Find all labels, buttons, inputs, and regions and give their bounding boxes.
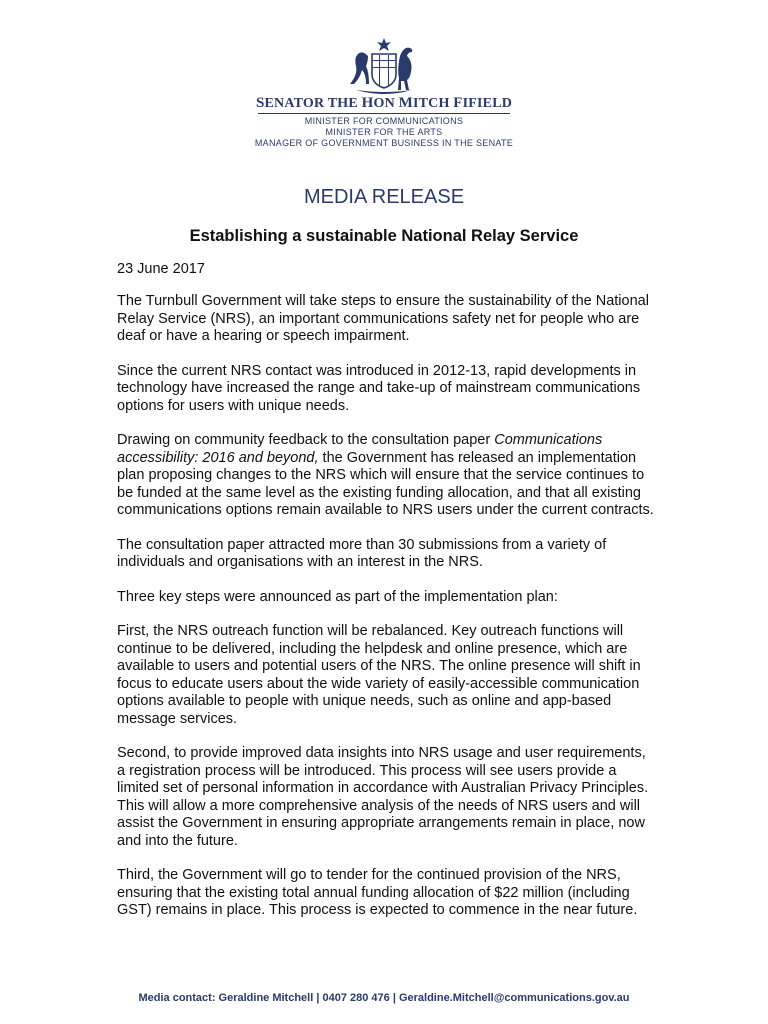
- role-senate-business: MANAGER OF GOVERNMENT BUSINESS IN THE SENATE: [254, 138, 514, 148]
- paragraph-7: Second, to provide improved data insights into NRS usage and user requirements, a registration process will be introduced. This process will see users provide a limited set of personal information in accordance with Australian Privacy Principles. This will allow a more comprehensive analysis of the needs of NRS users and will assist the Government in ensuring appropriate arrangements remain in place, now and into the future.: [117, 745, 649, 849]
- paragraph-2: Since the current NRS contact was introduced in 2012-13, rapid developments in technology have increased the range and take-up of mainstream communications options for users with unique needs.: [117, 362, 641, 414]
- paragraph-1: The Turnbull Government will take steps to ensure the sustainability of the National Relay Service (NRS), an important communications safety net for people who are deaf or have a hearing or speech impairment.: [117, 293, 649, 344]
- paragraph-4: The consultation paper attracted more than 30 submissions from a variety of individuals and organisations with an interest in the NRS.: [117, 536, 607, 570]
- release-date: 23 June 2017: [117, 261, 205, 277]
- paper-title: Communications accessibility: 2016 and beyond,: [117, 432, 603, 466]
- page-title: Establishing a sustainable National Relay Service: [189, 227, 579, 245]
- role-arts: MINISTER FOR THE ARTS: [325, 127, 443, 137]
- role-communications: MINISTER FOR COMMUNICATIONS: [304, 116, 464, 126]
- paragraph-6: First, the NRS outreach function will be rebalanced. Key outreach functions will continue to be delivered, including the helpdesk and online presence, which are available to users and potential users of the NRS. The online presence will shift in focus to educate users about the wide variety of easily-accessible communication options available to people with unique needs, such as online and app-based message services.: [117, 623, 641, 727]
- coat-of-arms-icon: [338, 36, 430, 96]
- header-divider: [258, 113, 510, 114]
- minister-roles: [0, 116, 768, 149]
- paragraph-3: Drawing on community feedback to the consultation paper Communications accessibility: 2016 and beyond, the Government has released an implementation plan proposing changes to the NRS which will ensure that the service continues to be funded at the same level as the existing funding allocation, and that all existing communications options remain available to NRS users under the current contracts.: [117, 432, 654, 518]
- release-body: [117, 293, 657, 937]
- media-contact: Media contact: Geraldine Mitchell | 0407 280 476 | Geraldine.Mitchell@communications.gov.au: [138, 992, 630, 1004]
- senator-name: SENATOR THE HON MITCH FIFIELD: [255, 95, 513, 111]
- paragraph-8: Third, the Government will go to tender for the continued provision of the NRS, ensuring that the existing total annual funding allocation of $22 million (including GST) remains in place. This process is expected to commence in the near future.: [117, 867, 638, 918]
- paragraph-5: Three key steps were announced as part of the implementation plan:: [117, 588, 558, 605]
- document-label: MEDIA RELEASE: [303, 186, 465, 208]
